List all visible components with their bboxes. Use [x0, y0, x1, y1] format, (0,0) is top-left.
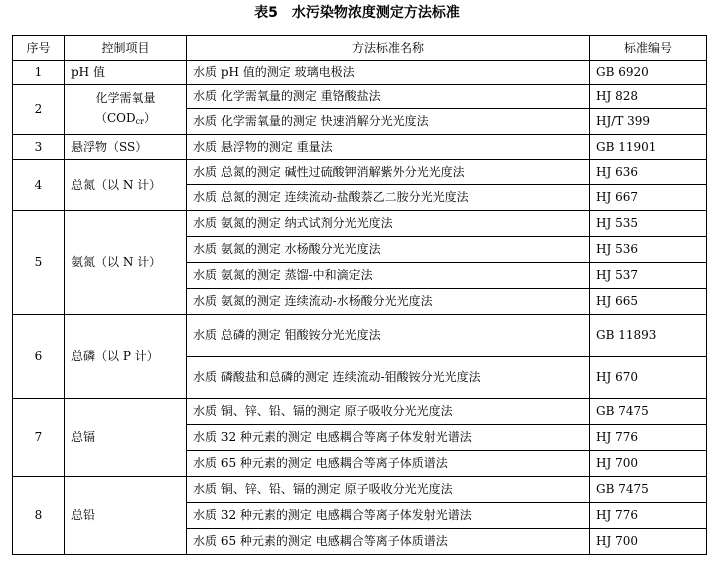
method-name: 水质 铜、锌、铅、镉的测定 原子吸收分光光度法: [187, 477, 590, 503]
control-item: 总磷（以 P 计）: [65, 315, 187, 399]
method-name: 水质 32 种元素的测定 电感耦合等离子体发射光谱法: [187, 425, 590, 451]
method-name: 水质 氨氮的测定 纳式试剂分光光度法: [187, 211, 590, 237]
cod-label: （COD: [95, 110, 136, 125]
standard-code: HJ 535: [590, 211, 707, 237]
method-name: 水质 总磷的测定 钼酸铵分光光度法: [187, 315, 590, 357]
standard-code: HJ 776: [590, 425, 707, 451]
standards-table: [12, 35, 707, 555]
header-index: 序号: [13, 36, 65, 61]
table-row: [13, 160, 707, 185]
table-row: [13, 61, 707, 85]
standard-code: HJ 636: [590, 160, 707, 185]
control-item: [65, 85, 187, 135]
method-name: 水质 悬浮物的测定 重量法: [187, 135, 590, 160]
method-name: 水质 铜、锌、铅、镉的测定 原子吸收分光光度法: [187, 399, 590, 425]
table-row: [13, 315, 707, 357]
control-item: 总氮（以 N 计）: [65, 160, 187, 211]
row-index: 2: [13, 85, 65, 135]
method-name: 水质 氨氮的测定 蒸馏-中和滴定法: [187, 263, 590, 289]
standard-code: GB 11893: [590, 315, 707, 357]
standard-code: HJ 776: [590, 503, 707, 529]
row-index: 8: [13, 477, 65, 555]
row-index: 3: [13, 135, 65, 160]
method-name: 水质 化学需氧量的测定 快速消解分光光度法: [187, 109, 590, 135]
table-row: [13, 211, 707, 237]
standard-code: HJ 670: [590, 357, 707, 399]
standard-code: HJ/T 399: [590, 109, 707, 135]
standard-code: HJ 700: [590, 451, 707, 477]
control-item: 总铅: [65, 477, 187, 555]
table-row: [13, 477, 707, 503]
row-index: 7: [13, 399, 65, 477]
standard-code: GB 11901: [590, 135, 707, 160]
control-item: 氨氮（以 N 计）: [65, 211, 187, 315]
row-index: 6: [13, 315, 65, 399]
row-index: 4: [13, 160, 65, 211]
table-row: [13, 399, 707, 425]
header-control-item: 控制项目: [65, 36, 187, 61]
method-name: 水质 氨氮的测定 水杨酸分光光度法: [187, 237, 590, 263]
header-row: [13, 36, 707, 61]
standard-code: HJ 536: [590, 237, 707, 263]
control-item: 悬浮物（SS）: [65, 135, 187, 160]
cod-close-paren: ）: [143, 110, 156, 125]
control-item: pH 值: [65, 61, 187, 85]
header-standard-code: 标准编号: [590, 36, 707, 61]
standard-code: GB 6920: [590, 61, 707, 85]
method-name: 水质 化学需氧量的测定 重铬酸盐法: [187, 85, 590, 109]
method-name: 水质 65 种元素的测定 电感耦合等离子体质谱法: [187, 451, 590, 477]
standard-code: HJ 828: [590, 85, 707, 109]
standard-code: HJ 700: [590, 529, 707, 555]
row-index: 1: [13, 61, 65, 85]
header-method-name: 方法标准名称: [187, 36, 590, 61]
control-item-line1: 化学需氧量: [95, 90, 156, 105]
method-name: 水质 磷酸盐和总磷的测定 连续流动-钼酸铵分光光度法: [187, 357, 590, 399]
table-row: [13, 135, 707, 160]
cod-subscript: cr: [135, 116, 144, 126]
standard-code: HJ 537: [590, 263, 707, 289]
table-caption: 表5 水污染物浓度测定方法标准: [254, 5, 460, 21]
method-name: 水质 32 种元素的测定 电感耦合等离子体发射光谱法: [187, 503, 590, 529]
standard-code: HJ 665: [590, 289, 707, 315]
table-row: [13, 85, 707, 109]
row-index: 5: [13, 211, 65, 315]
control-item-line2: [71, 108, 180, 132]
method-name: 水质 氨氮的测定 连续流动-水杨酸分光光度法: [187, 289, 590, 315]
method-name: 水质 总氮的测定 碱性过硫酸钾消解紫外分光光度法: [187, 160, 590, 185]
method-name: 水质 总氮的测定 连续流动-盐酸萘乙二胺分光光度法: [187, 185, 590, 211]
standard-code: HJ 667: [590, 185, 707, 211]
method-name: 水质 65 种元素的测定 电感耦合等离子体质谱法: [187, 529, 590, 555]
method-name: 水质 pH 值的测定 玻璃电极法: [187, 61, 590, 85]
control-item: 总镉: [65, 399, 187, 477]
standard-code: GB 7475: [590, 399, 707, 425]
standard-code: GB 7475: [590, 477, 707, 503]
table-body: [13, 61, 707, 555]
